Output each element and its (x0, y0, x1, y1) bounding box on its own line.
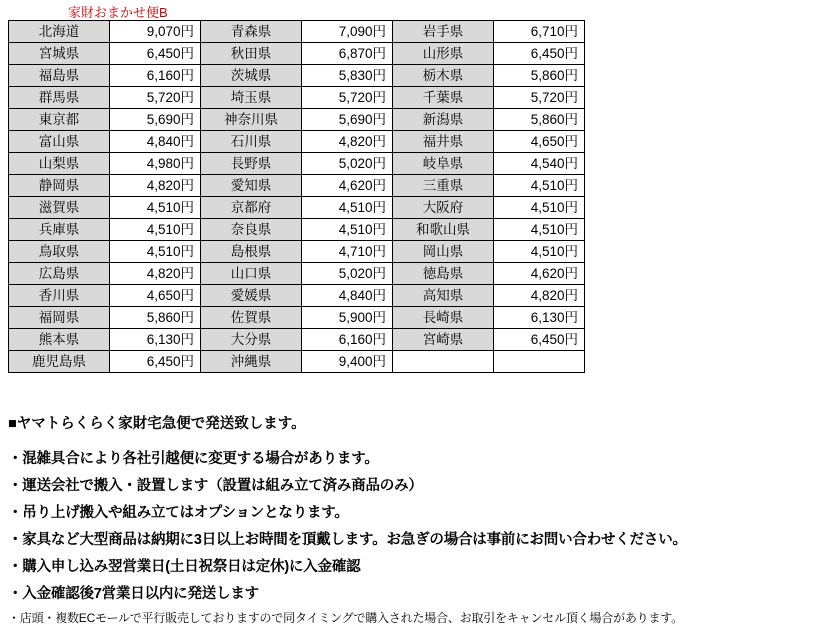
fee-cell: 6,710円 (494, 21, 585, 43)
prefecture-cell: 山形県 (393, 43, 494, 65)
table-row (9, 65, 585, 87)
fee-cell: 4,650円 (494, 131, 585, 153)
table-row (9, 21, 585, 43)
prefecture-cell: 岡山県 (393, 241, 494, 263)
table-row (9, 263, 585, 285)
prefecture-cell: 大阪府 (393, 197, 494, 219)
fee-cell: 4,510円 (110, 219, 201, 241)
prefecture-cell: 岐阜県 (393, 153, 494, 175)
prefecture-cell: 広島県 (9, 263, 110, 285)
note-line: ・運送会社で搬入・設置します（設置は組み立て済み商品のみ） (8, 478, 423, 494)
fee-cell: 4,820円 (110, 263, 201, 285)
table-row (9, 87, 585, 109)
note-line: ・購入申し込み翌営業日(土日祝祭日は定休)に入金確認 (8, 559, 361, 575)
prefecture-cell: 埼玉県 (201, 87, 302, 109)
fee-cell: 4,510円 (302, 219, 393, 241)
table-row (9, 329, 585, 351)
fee-cell: 6,450円 (110, 351, 201, 373)
fee-cell: 4,510円 (494, 241, 585, 263)
fee-cell: 7,090円 (302, 21, 393, 43)
fee-cell: 4,620円 (494, 263, 585, 285)
notes-section (8, 412, 814, 626)
prefecture-cell: 石川県 (201, 131, 302, 153)
fee-cell: 5,900円 (302, 307, 393, 329)
prefecture-cell: 沖縄県 (201, 351, 302, 373)
fee-cell: 6,130円 (110, 329, 201, 351)
prefecture-cell: 秋田県 (201, 43, 302, 65)
fee-cell: 5,720円 (302, 87, 393, 109)
fee-cell: 4,510円 (494, 219, 585, 241)
fee-cell: 5,830円 (302, 65, 393, 87)
note-line: ・家具など大型商品は納期に3日以上お時間を頂戴します。お急ぎの場合は事前にお問い合わせください。 (8, 532, 687, 548)
empty-cell (393, 351, 494, 373)
empty-cell (494, 351, 585, 373)
prefecture-cell: 徳島県 (393, 263, 494, 285)
fee-cell: 4,710円 (302, 241, 393, 263)
prefecture-cell: 青森県 (201, 21, 302, 43)
fee-cell: 4,510円 (494, 197, 585, 219)
fee-cell: 4,540円 (494, 153, 585, 175)
prefecture-cell: 京都府 (201, 197, 302, 219)
prefecture-cell: 愛媛県 (201, 285, 302, 307)
note-line: ・入金確認後7営業日以内に発送します (8, 586, 259, 602)
fee-cell: 4,820円 (110, 175, 201, 197)
fee-cell: 4,510円 (110, 241, 201, 263)
fee-cell: 4,820円 (302, 131, 393, 153)
fee-cell: 4,650円 (110, 285, 201, 307)
prefecture-cell: 岩手県 (393, 21, 494, 43)
fee-cell: 6,450円 (110, 43, 201, 65)
prefecture-cell: 北海道 (9, 21, 110, 43)
table-row (9, 351, 585, 373)
fee-cell: 6,450円 (494, 43, 585, 65)
fee-cell: 5,690円 (110, 109, 201, 131)
prefecture-cell: 島根県 (201, 241, 302, 263)
fee-cell: 5,020円 (302, 263, 393, 285)
prefecture-cell: 高知県 (393, 285, 494, 307)
prefecture-cell: 愛知県 (201, 175, 302, 197)
prefecture-cell: 東京都 (9, 109, 110, 131)
prefecture-cell: 山口県 (201, 263, 302, 285)
fee-cell: 4,510円 (110, 197, 201, 219)
prefecture-cell: 和歌山県 (393, 219, 494, 241)
prefecture-cell: 鹿児島県 (9, 351, 110, 373)
fee-cell: 6,160円 (302, 329, 393, 351)
prefecture-cell: 滋賀県 (9, 197, 110, 219)
fee-cell: 4,840円 (110, 131, 201, 153)
prefecture-cell: 栃木県 (393, 65, 494, 87)
table-row (9, 175, 585, 197)
prefecture-cell: 鳥取県 (9, 241, 110, 263)
note-line: ・混雑具合により各社引越便に変更する場合があります。 (8, 451, 379, 467)
fee-cell: 4,840円 (302, 285, 393, 307)
shipping-fee-table (8, 20, 585, 373)
fee-cell: 4,620円 (302, 175, 393, 197)
prefecture-cell: 兵庫県 (9, 219, 110, 241)
table-row (9, 43, 585, 65)
fee-cell: 5,860円 (494, 109, 585, 131)
fee-cell: 5,720円 (110, 87, 201, 109)
prefecture-cell: 新潟県 (393, 109, 494, 131)
prefecture-cell: 茨城県 (201, 65, 302, 87)
table-row (9, 219, 585, 241)
prefecture-cell: 福井県 (393, 131, 494, 153)
fee-cell: 6,160円 (110, 65, 201, 87)
table-row (9, 241, 585, 263)
fee-cell: 4,510円 (494, 175, 585, 197)
prefecture-cell: 群馬県 (9, 87, 110, 109)
fee-cell: 6,870円 (302, 43, 393, 65)
fee-cell: 9,070円 (110, 21, 201, 43)
note-disclaimer: ・店頭・複数ECモールで平行販売しておりますので同タイミングで購入された場合、お取引をキャンセル頂く場合があります。 (8, 611, 683, 625)
fee-cell: 5,690円 (302, 109, 393, 131)
prefecture-cell: 神奈川県 (201, 109, 302, 131)
prefecture-cell: 熊本県 (9, 329, 110, 351)
prefecture-cell: 宮崎県 (393, 329, 494, 351)
table-row (9, 153, 585, 175)
prefecture-cell: 長野県 (201, 153, 302, 175)
notes-heading: ■ヤマトらくらく家財宅急便で発送致します。 (8, 416, 306, 432)
prefecture-cell: 長崎県 (393, 307, 494, 329)
table-row (9, 109, 585, 131)
prefecture-cell: 福岡県 (9, 307, 110, 329)
table-row (9, 307, 585, 329)
table-body (9, 21, 585, 373)
prefecture-cell: 富山県 (9, 131, 110, 153)
fee-cell: 5,860円 (494, 65, 585, 87)
prefecture-cell: 山梨県 (9, 153, 110, 175)
fee-cell: 5,860円 (110, 307, 201, 329)
prefecture-cell: 三重県 (393, 175, 494, 197)
table-row (9, 285, 585, 307)
prefecture-cell: 佐賀県 (201, 307, 302, 329)
fee-cell: 9,400円 (302, 351, 393, 373)
fee-cell: 6,130円 (494, 307, 585, 329)
prefecture-cell: 香川県 (9, 285, 110, 307)
fee-cell: 5,720円 (494, 87, 585, 109)
note-line: ・吊り上げ搬入や組み立てはオプションとなります。 (8, 505, 349, 521)
fee-cell: 4,510円 (302, 197, 393, 219)
prefecture-cell: 千葉県 (393, 87, 494, 109)
table-row (9, 131, 585, 153)
prefecture-cell: 宮城県 (9, 43, 110, 65)
fee-cell: 5,020円 (302, 153, 393, 175)
prefecture-cell: 静岡県 (9, 175, 110, 197)
fee-cell: 4,980円 (110, 153, 201, 175)
prefecture-cell: 大分県 (201, 329, 302, 351)
table-row (9, 197, 585, 219)
fee-cell: 6,450円 (494, 329, 585, 351)
prefecture-cell: 福島県 (9, 65, 110, 87)
fee-cell: 4,820円 (494, 285, 585, 307)
prefecture-cell: 奈良県 (201, 219, 302, 241)
page-title: 家財おまかせ便B (68, 5, 168, 20)
